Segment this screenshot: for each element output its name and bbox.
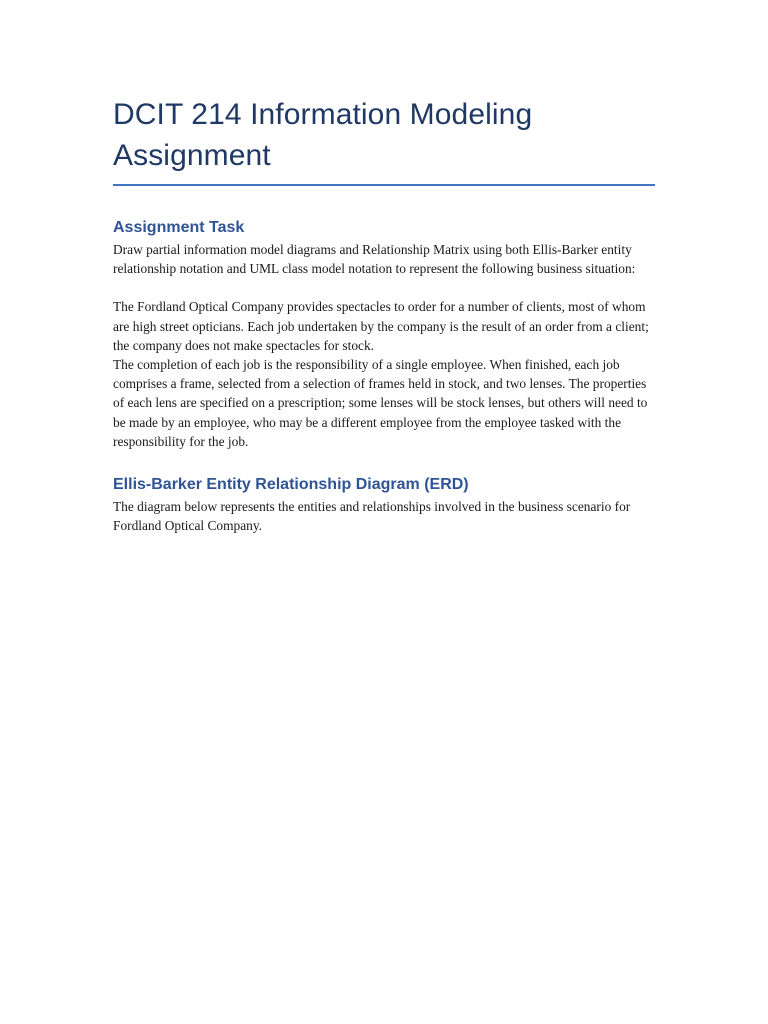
document-title: DCIT 214 Information Modeling Assignment bbox=[113, 98, 533, 172]
document-page bbox=[113, 94, 655, 535]
erd-description-paragraph: The diagram below represents the entities and relationships involved in the business scenario for Fordland Optical Company. bbox=[113, 499, 631, 534]
assignment-task-heading: Assignment Task bbox=[113, 219, 245, 236]
erd-heading: Ellis-Barker Entity Relationship Diagram (ERD) bbox=[113, 476, 469, 494]
task-instructions-paragraph: Draw partial information model diagrams and Relationship Matrix using both Ellis-Barker entity relationship notation and UML class model notation to represent the following business situation: bbox=[113, 242, 636, 277]
scenario-paragraph-jobs: The completion of each job is the responsibility of a single employee. When finished, each job comprises a frame, selected from a selection of frames held in stock, and two lenses. The properties of each lens are specified on a prescription; some lenses will be stock lenses, but others will need to be made by an employee, who may be a different employee from the employee tasked with the responsibility for the job. bbox=[113, 357, 648, 449]
title-underline-divider bbox=[113, 184, 655, 186]
scenario-paragraph-clients: The Fordland Optical Company provides spectacles to order for a number of clients, most of whom are high street opticians. Each job undertaken by the company is the result of an order from a client; the company does not make spectacles for stock. bbox=[113, 299, 649, 353]
